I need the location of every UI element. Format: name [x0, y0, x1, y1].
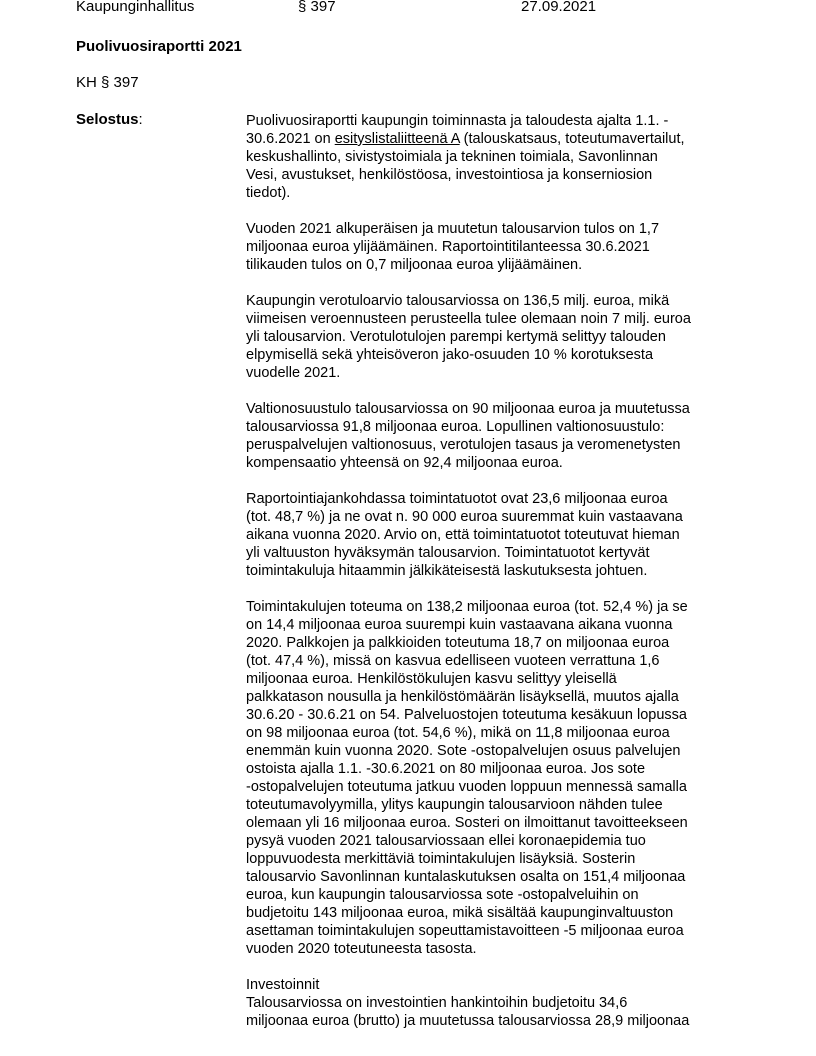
- paragraph-operating-expenses: Toimintakulujen toteuma on 138,2 miljoonaa euroa (tot. 52,4 %) ja se on 14,4 miljoonaa euroa suurempi kuin vastaavana aikana vuonna 2020. Palkkojen ja palkkioiden toteutuma 18,7 on miljoonaa euroa (tot. 47,4 %), missä on kasvua edelliseen vuoteen verrattuna 1,6 miljoonaa euroa. Henkilöstökulujen kasvu selittyy yleisellä palkkatason nousulla ja henkilöstömäärän lisäyksellä, muutos ajalla 30.6.20 - 30.6.21 on 54. Palveluostojen toteutuma kesäkuun lopussa on 98 miljoonaa euroa (tot. 54,6 %), mikä on 11,8 miljoonaa euroa enemmän kuin vuonna 2020. Sote -ostopalvelujen osuus palvelujen ostoista ajalla 1.1. -30.6.2021 on 80 miljoonaa euroa. Jos sote -ostopalvelujen toteutuma jatkuu vuoden loppuun mennessä samalla toteutumavolyymilla, ylitys kaupungin talousarvioon nähden tulee olemaan yli 16 miljoonaa euroa. Sosteri on ilmoittanut tavoitteekseen pysyä vuoden 2021 talousarviossaan ellei koronaepidemia tuo loppuvuodesta merkittäviä toimintakulujen lisäyksiä. Sosterin talousarvio Savonlinnan kuntalaskutuksen osalta on 151,4 miljoonaa euroa, kun kaupungin talousarviossa sote -ostopalveluihin on budjetoitu 143 miljoonaa euroa, mikä sisältää kaupunginvaltuuston asettaman toimintakulujen sopeuttamistavoitteen -5 miljoonaa euroa vuoden 2020 toteutuneesta tasosta.: [246, 599, 688, 957]
- paragraph-report-intro: [246, 112, 746, 202]
- document-reference: KH § 397: [76, 74, 139, 91]
- paragraph-operating-income: Raportointiajankohdassa toimintatuotot ovat 23,6 miljoonaa euroa (tot. 48,7 %) ja ne ovat n. 90 000 euroa suuremmat kuin vastaavana aikana vuonna 2020. Arvio on, että toimintatuotot toteutuvat hieman yli valtuuston hyväksymän talousarvion. Toimintatuotot kertyvät toimintakuluja hitaammin jälkikäteisestä laskutuksesta johtuen.: [246, 491, 683, 579]
- paragraph-report-intro-end: (talouskatsaus, toteutumavertailut, keskushallinto, sivistystoimiala ja tekninen toimiala, Savonlinnan Vesi, avustukset, henkilöstöosa, investointiosa ja konserniosion tiedot).: [246, 131, 685, 201]
- selostus-colon: :: [138, 111, 143, 128]
- selostus-label-text: Selostus: [76, 111, 139, 128]
- selostus-label: [76, 111, 143, 128]
- document-title: Puolivuosiraportti 2021: [76, 38, 242, 55]
- paragraph-investments: Investoinnit Talousarviossa on investointien hankintoihin budjetoitu 34,6 miljoonaa euroa (brutto) ja muutetussa talousarviossa 28,9 miljoonaa: [246, 977, 690, 1029]
- attachment-a-link[interactable]: esityslistaliitteenä A: [334, 131, 460, 147]
- paragraph-state-subsidy: Valtionosuustulo talousarviossa on 90 miljoonaa euroa ja muutetussa talousarviossa 91,8 miljoonaa euroa. Lopullinen valtionosuustulo: peruspalvelujen valtionosuus, verotulojen tasaus ja veromenetysten kompensaatio yhteensä on 92,4 miljoonaa euroa.: [246, 401, 690, 471]
- selostus-body: [246, 112, 746, 1048]
- paragraph-budget-result: Vuoden 2021 alkuperäisen ja muutetun talousarvion tulos on 1,7 miljoonaa euroa ylijäämäinen. Raportointitilanteessa 30.6.2021 tilikauden tulos on 0,7 miljoonaa euroa ylijäämäinen.: [246, 221, 660, 273]
- header-body-name: Kaupunginhallitus: [76, 0, 195, 15]
- header-date: 27.09.2021: [521, 0, 597, 15]
- paragraph-report-intro-start: Puolivuosiraportti kaupungin toiminnasta ja taloudesta ajalta 1.1. - 30.6.2021 on: [246, 113, 669, 147]
- header-section-number: § 397: [298, 0, 336, 15]
- paragraph-tax-revenue: Kaupungin verotuloarvio talousarviossa on 136,5 milj. euroa, mikä viimeisen veroennusteen perusteella tulee olemaan noin 7 milj. euroa yli talousarvion. Verotulotulojen parempi kertymä selittyy talouden elpymisellä sekä yhteisöveron jako-osuuden 10 % korotuksesta vuodelle 2021.: [246, 293, 691, 381]
